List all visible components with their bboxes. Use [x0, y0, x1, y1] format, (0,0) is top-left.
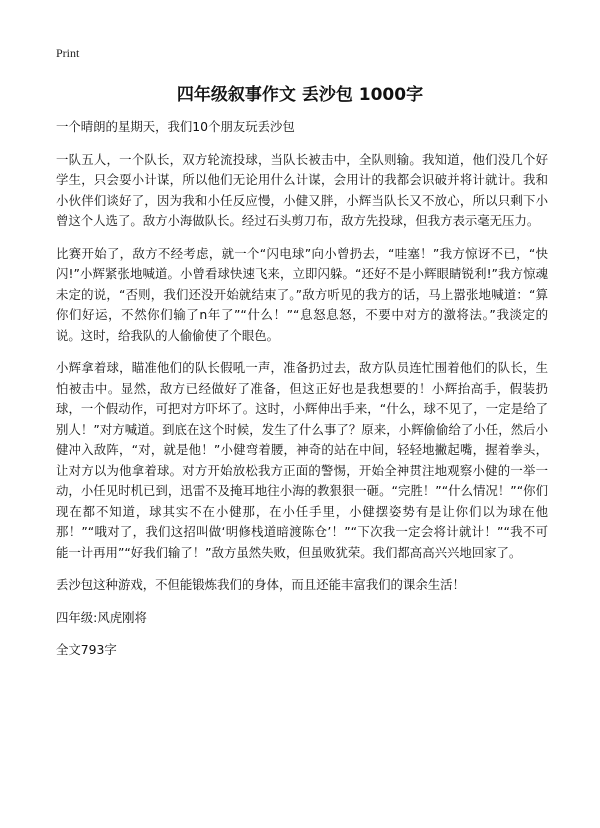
paragraph-conclusion: 丢沙包这种游戏，不但能锻炼我们的身体，而且还能丰富我们的课余生活！: [56, 577, 465, 592]
paragraph-strategy: 小辉拿着球，瞄准他们的队长假吼一声，准备扔过去，敌方队员连忙围着他们的队长，生怕被击中。显然，敌方已经做好了准备，但这正好也是我想要的！小辉抬高手，假装扔球，一个假动作，可把对方吓坏了。这时，小辉伸出手来，“什么，球不见了，一定是给了别人！”对方喊道。到底在这个时候，发生了什么事了？原来，小辉偷偷给了小任，然后小健冲入敌阵，“对，就是他！”小健弯着腰，神奇的站在中间，轻轻地撇起嘴，握着拳头，让对方以为他拿着球。对方开始放松我方正面的警惕，开始全神贯注地观察小健的一举一动，小任见时机已到，迅雷不及掩耳地往小海的教狠狠一砸。“完胜！”“什么情况！”“你们现在都不知道，球其实不在小健那，在小任手里，小健摆姿势有是让你们以为球在他那！”“哦对了，我们这招叫做‘明修栈道暗渡陈仓’！”“下次我一定会将计就计！”“我不可能一计再用”“好我们输了！”敌方虽然失败，但虽败犹荣。我们都高高兴兴地回家了。: [56, 360, 548, 560]
print-label: Print: [56, 46, 80, 60]
author-line: 四年级:风虎刚将: [56, 609, 147, 625]
article-body: [56, 117, 548, 673]
word-count: 全文793字: [56, 642, 117, 657]
paragraph-match-start: 比赛开始了，敌方不经考虑，就一个“闪电球”向小曾扔去，“哇塞！”我方惊讶不已，“快闪!”小辉紧张地喊道。小曾看球快速飞来，立即闪躲。“还好不是小辉眼睛锐利!”我方惊魂未定的说，“否则，我们还没开始就结束了。”敌方听见的我方的话，马上嚣张地喊道：“算你们好运，不然你们输了n年了”“什么！”“息怒息怒，不要中对方的激将法。”我淡定的说。这时，给我队的人偷偷使了个眼色。: [56, 245, 548, 343]
paragraph-rules: 一队五人，一个队长，双方轮流投球，当队长被击中，全队则输。我知道，他们没几个好学生，只会耍小计谋，所以他们无论用什么计谋，会用计的我都会识破并将计就计。我和小伙伴们谈好了，因为我和小任反应慢，小健又胖，小辉当队长又不放心，所以只剩下小曾这个人选了。敌方小海做队长。经过石头剪刀布，敌方先投球，但我方表示毫无压力。: [56, 151, 548, 228]
page-title: 四年级叙事作文 丢沙包 1000字: [176, 85, 424, 105]
paragraph-intro: 一个晴朗的星期天，我们10个朋友玩丢沙包: [56, 119, 295, 134]
